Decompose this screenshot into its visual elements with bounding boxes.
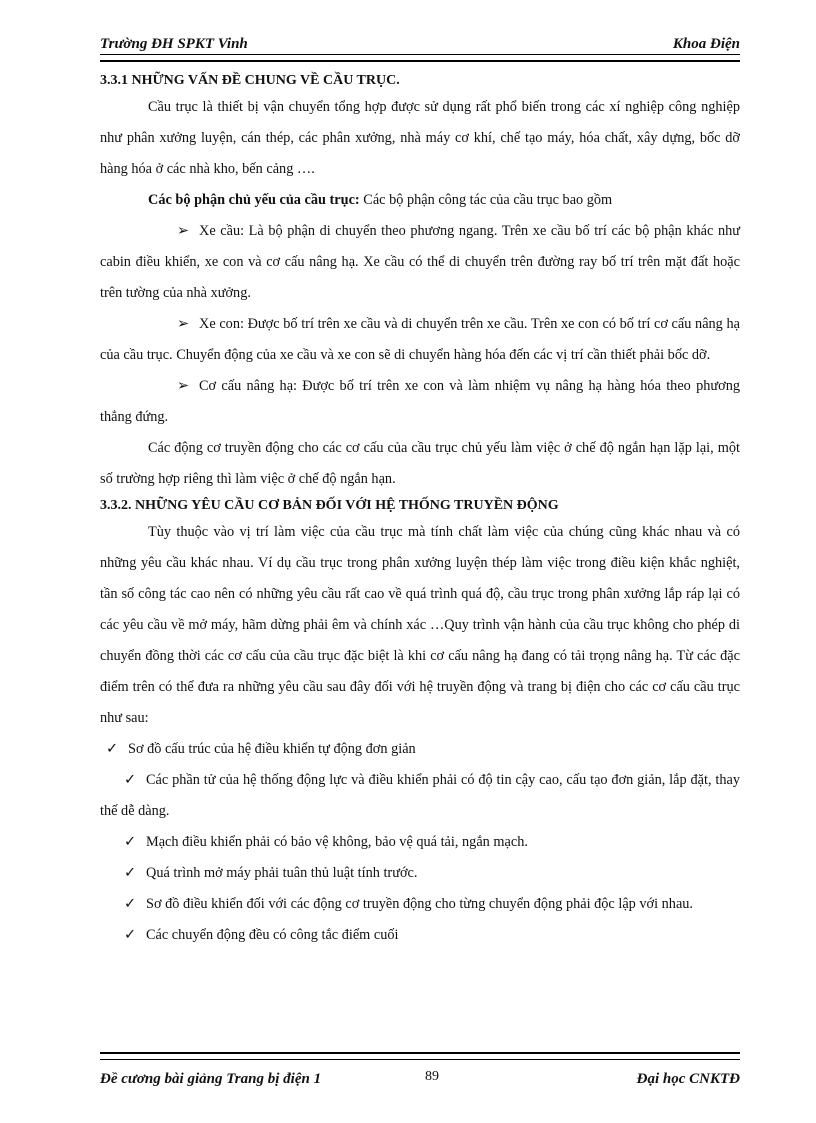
document-content [100,70,740,951]
arrow-item-text: Xe cầu: Là bộ phận di chuyển theo phương ngang. Trên xe cầu bố trí các bộ phận khác như cabin điều khiển, xe con và cơ cấu nâng hạ. Xe cầu có thể di chuyển trên đường ray bố trí trên mặt đất hoặc trên tường của nhà xưởng. [100,223,740,301]
arrow-bullet-icon: ➢ [177,378,189,394]
header-school: Trường ĐH SPKT Vinh [100,36,248,52]
check-item [100,858,740,889]
components-text: Các bộ phận công tác của cầu trục bao gồm [359,192,613,208]
arrow-item [100,309,740,371]
check-item-text: Quá trình mở máy phải tuân thủ luật tính trước. [146,865,418,881]
check-item-text: Các chuyển động đều có công tắc điểm cuối [146,927,399,943]
header-faculty: Khoa Điện [672,36,740,52]
components-label: Các bộ phận chủ yếu của cầu trục: [148,192,360,208]
checkmark-icon: ✓ [124,772,136,788]
page-footer [100,1052,740,1090]
header-rule [100,54,740,62]
check-item-text: Sơ đồ điều khiển đối với các động cơ truyền động cho từng chuyển động phải độc lập với nhau. [146,896,694,912]
arrow-bullet-icon: ➢ [177,316,189,332]
page-header [100,34,740,54]
check-item [100,765,740,827]
check-item-text: Mạch điều khiển phải có bảo vệ không, bảo vệ quá tải, ngắn mạch. [146,834,528,850]
footer-university: Đại học CNKTĐ [636,1071,740,1087]
checkmark-icon: ✓ [124,834,136,850]
arrow-item-text: Cơ cấu nâng hạ: Được bố trí trên xe con và làm nhiệm vụ nâng hạ hàng hóa theo phương thẳng đứng. [100,378,740,425]
arrow-item [100,216,740,309]
footer-course: Đề cương bài giảng Trang bị điện 1 [100,1071,322,1087]
page-number: 89 [425,1069,439,1084]
footer-rule [100,1052,740,1060]
check-item [100,827,740,858]
checkmark-icon: ✓ [124,865,136,881]
arrow-item-text: Xe con: Được bố trí trên xe cầu và di chuyển trên xe cầu. Trên xe con có bố trí cơ cấu nâng hạ của cầu trục. Chuyển động của xe cầu và xe con sẽ di chuyển hàng hóa đến các vị trí cần thiết phải bốc dỡ. [100,316,740,363]
check-item-text: Các phần tử của hệ thống động lực và điều khiển phải có độ tin cậy cao, cấu tạo đơn giản, lắp đặt, thay thế dễ dàng. [100,772,740,819]
arrow-bullet-icon: ➢ [177,223,189,239]
checkmark-icon: ✓ [124,896,136,912]
section-heading-2: 3.3.2. NHỮNG YÊU CẦU CƠ BẢN ĐỐI VỚI HỆ THỐNG TRUYỀN ĐỘNG [100,498,559,513]
paragraph-motors: Các động cơ truyền động cho các cơ cấu của cầu trục chủ yếu làm việc ở chế độ ngắn hạn lặp lại, một số trường hợp riêng thì làm việc ở chế độ ngắn hạn. [100,440,740,487]
arrow-item [100,371,740,433]
section-heading-1: 3.3.1 NHỮNG VẤN ĐỀ CHUNG VỀ CẦU TRỤC. [100,73,400,88]
checkmark-icon: ✓ [106,741,118,757]
page-body [100,34,740,951]
checkmark-icon: ✓ [124,927,136,943]
check-item-text: Sơ đồ cấu trúc của hệ điều khiển tự động đơn giản [128,741,416,757]
check-item [100,889,740,920]
footer-row [100,1068,740,1090]
check-item [100,734,740,765]
paragraph-requirements: Tùy thuộc vào vị trí làm việc của cầu trục mà tính chất làm việc của chúng cũng khác nhau và có những yêu cầu khác nhau. Ví dụ cầu trục trong phân xưởng luyện thép làm việc trong điều kiện khắc nghiệt, tần số công tác cao nên có những yêu cầu rất cao về quá trình quá độ, cầu trục trong phân xưởng lắp ráp lại có các yêu cầu về mở máy, hãm dừng phải êm và chính xác …Quy trình vận hành của cầu trục không cho phép di chuyển đồng thời các cơ cấu của cầu trục đặc biệt là khi cơ cấu nâng hạ đang có tải trọng nâng hạ. Từ các đặc điểm trên có thể đưa ra những yêu cầu sau đây đối với hệ truyền động và trang bị điện cho các cơ cấu cầu trục như sau: [100,524,740,726]
check-item [100,920,740,951]
paragraph-components [100,185,740,216]
paragraph-intro: Cầu trục là thiết bị vận chuyển tổng hợp được sử dụng rất phổ biến trong các xí nghiệp công nghiệp như phân xưởng luyện, cán thép, các phân xưởng, nhà máy cơ khí, chế tạo máy, hóa chất, xây dựng, bốc dỡ hàng hóa ở các nhà kho, bến cảng …. [100,99,740,177]
